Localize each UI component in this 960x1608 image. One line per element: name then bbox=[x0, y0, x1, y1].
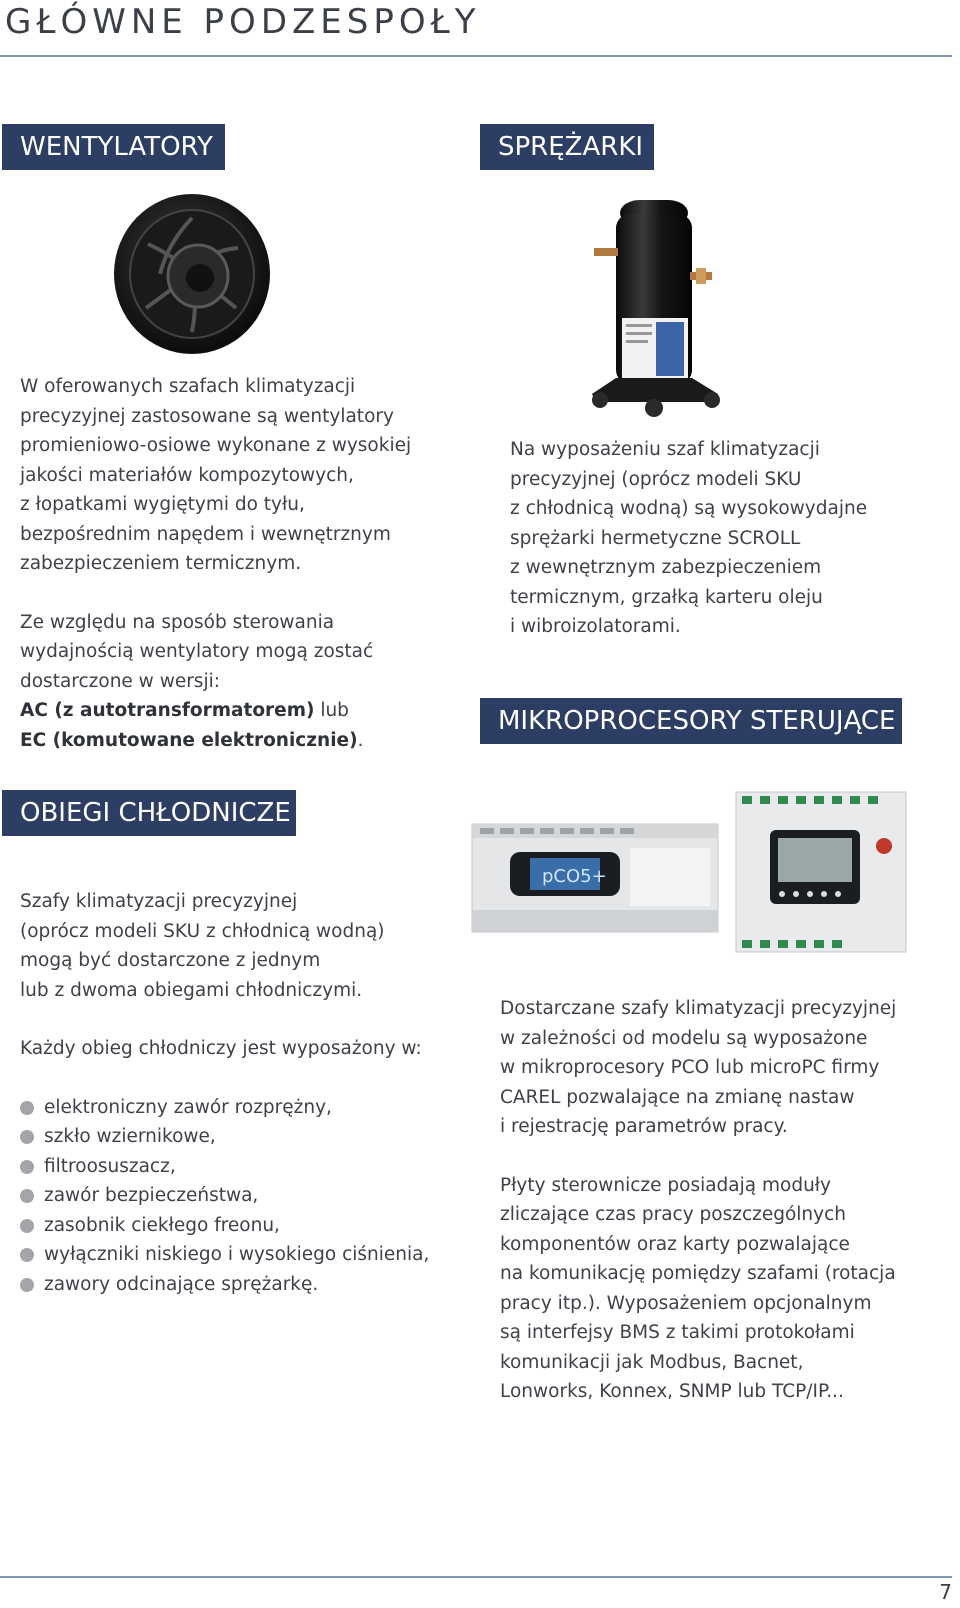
top-divider bbox=[0, 55, 952, 57]
controllers-text bbox=[500, 994, 940, 1407]
fans-paragraph-2 bbox=[20, 608, 450, 756]
controllers-paragraph-2: Płyty sterownicze posiadają moduły zliczające czas pracy poszczególnych komponentów oraz karty pozwalające na komunikację pomiędzy szafami (rotacja pracy itp.). Wyposażeniem opcjonalnym są interfejsy BMS z takimi protokołami komunikacji jak Modbus, Bacnet, Lonworks, Konnex, SNMP lub TCP/IP... bbox=[500, 1174, 896, 1402]
fans-paragraph-1: W oferowanych szafach klimatyzacji precyzyjnej zastosowane są wentylatory promieniowo-osiowe wykonane z wysokiej jakości materiałów kompozytowych, z łopatkami wygiętymi do tyłu, bezpośrednim napędem i wewnętrznym zabezpieczeniem termicznym. bbox=[20, 376, 412, 574]
compressors-paragraph: Na wyposażeniu szaf klimatyzacji precyzyjnej (oprócz modeli SKU z chłodnicą wodną) są wysokowydajne sprężarki hermetyczne SCROLL z wewnętrznym zabezpieczeniem termicznym, grzałką karteru oleju i wibroizolatorami. bbox=[510, 439, 868, 637]
bullet-icon bbox=[20, 1160, 34, 1174]
bottom-divider bbox=[0, 1576, 952, 1578]
circuits-text bbox=[20, 887, 460, 1299]
page-number: 7 bbox=[939, 1580, 952, 1604]
list-item: wyłączniki niskiego i wysokiego ciśnienia, bbox=[20, 1240, 460, 1270]
compressors-text bbox=[510, 435, 940, 642]
list-item: zawór bezpieczeństwa, bbox=[20, 1181, 460, 1211]
list-item: zawory odcinające sprężarkę. bbox=[20, 1270, 460, 1300]
ec-version: EC (komutowane elektronicznie) bbox=[20, 729, 358, 751]
circuits-heading: OBIEGI CHŁODNICZE bbox=[2, 790, 296, 836]
list-item: elektroniczny zawór rozprężny, bbox=[20, 1093, 460, 1123]
bullet-icon bbox=[20, 1101, 34, 1115]
compressors-heading: SPRĘŻARKI bbox=[480, 124, 654, 170]
bullet-icon bbox=[20, 1219, 34, 1233]
ac-version: AC (z autotransformatorem) bbox=[20, 700, 315, 721]
bullet-icon bbox=[20, 1189, 34, 1203]
bullet-icon bbox=[20, 1248, 34, 1262]
bullet-icon bbox=[20, 1130, 34, 1144]
equipment-list bbox=[20, 1093, 460, 1300]
compressor-photo bbox=[586, 198, 726, 420]
ac-suffix: lub bbox=[314, 700, 349, 721]
fans-text bbox=[20, 372, 450, 755]
fan-photo bbox=[108, 188, 273, 358]
fans-heading: WENTYLATORY bbox=[2, 124, 225, 170]
page-title: GŁÓWNE PODZESPOŁY bbox=[5, 2, 481, 42]
bullet-icon bbox=[20, 1278, 34, 1292]
circuits-paragraph-2: Każdy obieg chłodniczy jest wyposażony w: bbox=[20, 1038, 422, 1059]
ec-suffix: . bbox=[357, 729, 364, 751]
circuits-paragraph-1: Szafy klimatyzacji precyzyjnej (oprócz modeli SKU z chłodnicą wodną) mogą być dostarczone z jednym lub z dwoma obiegami chłodniczymi. bbox=[20, 891, 385, 1001]
controllers-photo bbox=[470, 790, 910, 960]
list-item: zasobnik ciekłego freonu, bbox=[20, 1211, 460, 1241]
controller-screen-text: pCO5+ bbox=[542, 866, 607, 887]
list-item: szkło wziernikowe, bbox=[20, 1122, 460, 1152]
controllers-paragraph-1: Dostarczane szafy klimatyzacji precyzyjnej w zależności od modelu są wyposażone w mikroprocesory PCO lub microPC firmy CAREL pozwalające na zmianę nastaw i rejestrację parametrów pracy. bbox=[500, 998, 897, 1137]
list-item: filtroosuszacz, bbox=[20, 1152, 460, 1182]
controllers-heading: MIKROPROCESORY STERUJĄCE bbox=[480, 698, 902, 744]
fans-intro: Ze względu na sposób sterowania wydajnością wentylatory mogą zostać dostarczone w wersji: bbox=[20, 611, 374, 692]
